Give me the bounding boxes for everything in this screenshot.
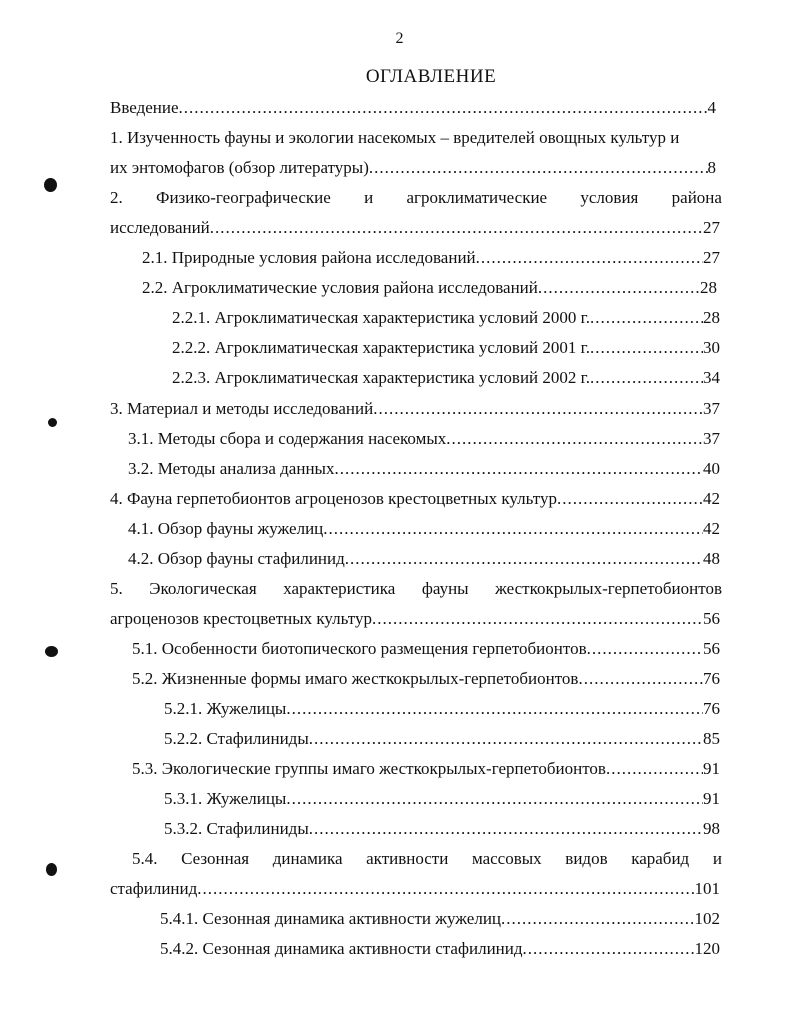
toc-entry (172, 305, 720, 331)
toc-entry-continuation (110, 215, 720, 241)
toc-word: жесткокрылых-герпетобионтов (495, 579, 722, 598)
toc-entry-text: 4.2. Обзор фауны стафилинид (128, 549, 345, 568)
toc-entry-text: 5.3.1. Жужелицы (164, 789, 287, 808)
toc-word: условия (580, 188, 639, 207)
toc-entry-text: 3.2. Методы анализа данных (128, 459, 335, 478)
toc-entry-text: 2.2.2. Агроклиматическая характеристика условий 2001 г. (172, 338, 590, 357)
toc-word: района (671, 188, 722, 207)
toc-entry-continuation (110, 876, 720, 902)
toc-word: и (712, 849, 722, 868)
toc-entry-page: 56 (703, 609, 720, 628)
toc-word: карабид (631, 849, 690, 868)
toc-entry-page: 27 (703, 248, 720, 267)
toc-entry-page: 4 (707, 98, 716, 117)
toc-word: 5. (110, 579, 123, 598)
toc-entry (110, 95, 716, 121)
toc-word: Сезонная (181, 849, 250, 868)
toc-entry (132, 846, 722, 872)
toc-entry-text: 3. Материал и методы исследований (110, 399, 374, 418)
toc-word: массовых (471, 849, 542, 868)
toc-word: видов (565, 849, 608, 868)
toc-entry (172, 365, 720, 391)
toc-entry (172, 335, 720, 361)
toc-entry (128, 516, 720, 542)
toc-entry-page: 27 (703, 218, 720, 237)
toc-entry (160, 936, 720, 962)
scan-mark (46, 863, 57, 876)
toc-word: и (364, 188, 374, 207)
toc-entry-page: 30 (703, 338, 720, 357)
toc-entry-text: 2.1. Природные условия района исследований (142, 248, 476, 267)
toc-entry (128, 546, 720, 572)
toc-entry-page: 98 (703, 819, 720, 838)
toc-entry-page: 102 (694, 909, 720, 928)
toc-entry-text: агроценозов крестоцветных культур (110, 609, 372, 628)
toc-entry-text: 2.2. Агроклиматические условия района исследований (142, 278, 538, 297)
toc-entry-page: 40 (703, 459, 720, 478)
scan-mark (45, 646, 58, 657)
toc-entry (164, 816, 720, 842)
toc-entry-text: 5.3. Экологические группы имаго жесткокрылых-герпетобионтов (132, 759, 606, 778)
toc-entry-text: 5.4.1. Сезонная динамика активности жужелиц (160, 909, 502, 928)
page-number: 2 (395, 30, 404, 47)
toc-title: ОГЛАВЛЕНИЕ (365, 66, 497, 87)
toc-entry-text: Введение (110, 98, 179, 117)
toc-entry-text: исследований (110, 218, 210, 237)
toc-entry-page: 76 (703, 669, 720, 688)
toc-entry (160, 906, 720, 932)
toc-entry (142, 275, 717, 301)
toc-entry-text: 5.2.2. Стафилиниды (164, 729, 309, 748)
toc-entry-text: их энтомофагов (обзор литературы) (110, 158, 369, 177)
toc-entry-page: 120 (694, 939, 720, 958)
toc-entry-text: 3.1. Методы сбора и содержания насекомых (128, 429, 447, 448)
toc-entry-page: 76 (703, 699, 720, 718)
toc-entry-page: 56 (703, 639, 720, 658)
toc-word: характеристика (283, 579, 396, 598)
toc-entry-text: 5.2.1. Жужелицы (164, 699, 287, 718)
toc-entry (110, 396, 720, 422)
scan-mark (44, 178, 57, 192)
toc-entry (110, 486, 720, 512)
toc-entry (110, 576, 722, 602)
toc-entry-page: 48 (703, 549, 720, 568)
toc-word: активности (366, 849, 449, 868)
scan-mark (48, 418, 57, 427)
toc-entry-text: 5.1. Особенности биотопического размещения герпетобионтов (132, 639, 587, 658)
toc-entry-text: 2.2.3. Агроклиматическая характеристика условий 2002 г. (172, 368, 590, 387)
toc-word: Физико-географические (156, 188, 331, 207)
toc-entry-page: 85 (703, 729, 720, 748)
toc-entry (132, 666, 720, 692)
toc-word: 2. (110, 188, 123, 207)
toc-entry-continuation (110, 606, 720, 632)
toc-entry-page: 42 (703, 489, 720, 508)
toc-word: агроклиматические (406, 188, 548, 207)
toc-entry (142, 245, 720, 271)
toc-entry-text: 5.4.2. Сезонная динамика активности стафилинид (160, 939, 523, 958)
toc-entry-page: 91 (703, 759, 720, 778)
toc-entry-page: 37 (703, 399, 720, 418)
toc-entry-continuation (110, 155, 716, 181)
toc-entry (110, 125, 722, 151)
toc-word: фауны (421, 579, 469, 598)
toc-entry (132, 636, 720, 662)
toc-entry-page: 8 (707, 158, 716, 177)
toc-entry-page: 42 (703, 519, 720, 538)
toc-word: 5.4. (132, 849, 158, 868)
toc-entry-text: стафилинид (110, 879, 198, 898)
toc-entry-text: 2.2.1. Агроклиматическая характеристика условий 2000 г. (172, 308, 590, 327)
toc-entry-text: 5.2. Жизненные формы имаго жесткокрылых-герпетобионтов (132, 669, 579, 688)
toc-entry-page: 37 (703, 429, 720, 448)
toc-entry (128, 426, 720, 452)
toc-entry (164, 786, 720, 812)
toc-entry (164, 696, 720, 722)
toc-entry-page: 28 (700, 278, 717, 297)
toc-entry-page: 91 (703, 789, 720, 808)
toc-entry (164, 726, 720, 752)
toc-entry-text: 1. Изученность фауны и экологии насекомых – вредителей овощных культур и (110, 128, 680, 147)
toc-entry-page: 28 (703, 308, 720, 327)
toc-entry-page: 34 (703, 368, 720, 387)
toc-entry-text: 4. Фауна герпетобионтов агроценозов крестоцветных культур (110, 489, 557, 508)
toc-entry-page: 101 (694, 879, 720, 898)
toc-entry (110, 185, 722, 211)
toc-entry (128, 456, 720, 482)
toc-entry (132, 756, 720, 782)
toc-entry-text: 5.3.2. Стафилиниды (164, 819, 309, 838)
toc-entry-text: 4.1. Обзор фауны жужелиц (128, 519, 324, 538)
toc-word: Экологическая (149, 579, 257, 598)
toc-word: динамика (272, 849, 343, 868)
